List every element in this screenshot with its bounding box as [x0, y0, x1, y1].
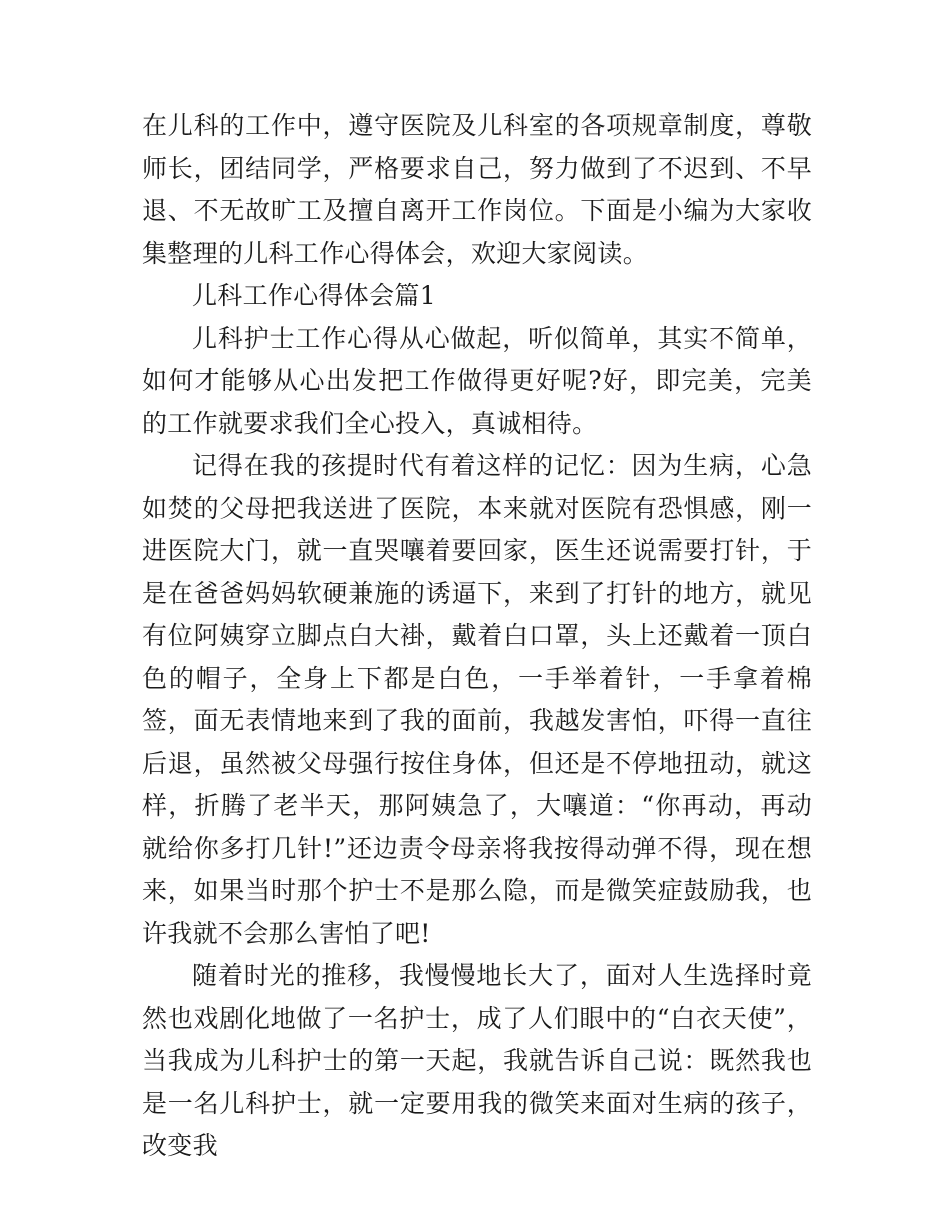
section-title: 儿科工作心得体会篇1 — [192, 281, 436, 310]
paragraph-3: 随着时光的推移，我慢慢地长大了，面对人生选择时竟然也戏剧化地做了一名护士，成了人们眼中的“白衣天使”，当我成为儿科护士的第一天起，我就告诉自己说：既然我也是一名儿科护士，就一定要用我的微笑来面对生病的孩子，改变我 — [142, 961, 812, 1160]
intro-paragraph: 在儿科的工作中，遵守医院及儿科室的各项规章制度，尊敬师长，团结同学，严格要求自己，努力做到了不迟到、不早退、不无故旷工及擅自离开工作岗位。下面是小编为大家收集整理的儿科工作心得体会，欢迎大家阅读。 — [142, 111, 812, 268]
paragraph-1: 儿科护士工作心得从心做起，听似简单，其实不简单，如何才能够从心出发把工作做得更好呢?好，即完美，完美的工作就要求我们全心投入，真诚相待。 — [142, 323, 812, 438]
document-body — [142, 105, 812, 1168]
paragraph-2: 记得在我的孩提时代有着这样的记忆：因为生病，心急如焚的父母把我送进了医院，本来就对医院有恐惧感，刚一进医院大门，就一直哭嚷着要回家，医生还说需要打针，于是在爸爸妈妈软硬兼施的诱逼下，来到了打针的地方，就见有位阿姨穿立脚点白大褂，戴着白口罩，头上还戴着一顶白色的帽子，全身上下都是白色，一手举着针，一手拿着棉签，面无表情地来到了我的面前，我越发害怕，吓得一直往后退，虽然被父母强行按住身体，但还是不停地扭动，就这样，折腾了老半天，那阿姨急了，大嚷道：“你再动，再动就给你多打几针!”还边责令母亲将我按得动弹不得，现在想来，如果当时那个护士不是那么隐，而是微笑症鼓励我，也许我就不会那么害怕了吧! — [142, 451, 812, 948]
